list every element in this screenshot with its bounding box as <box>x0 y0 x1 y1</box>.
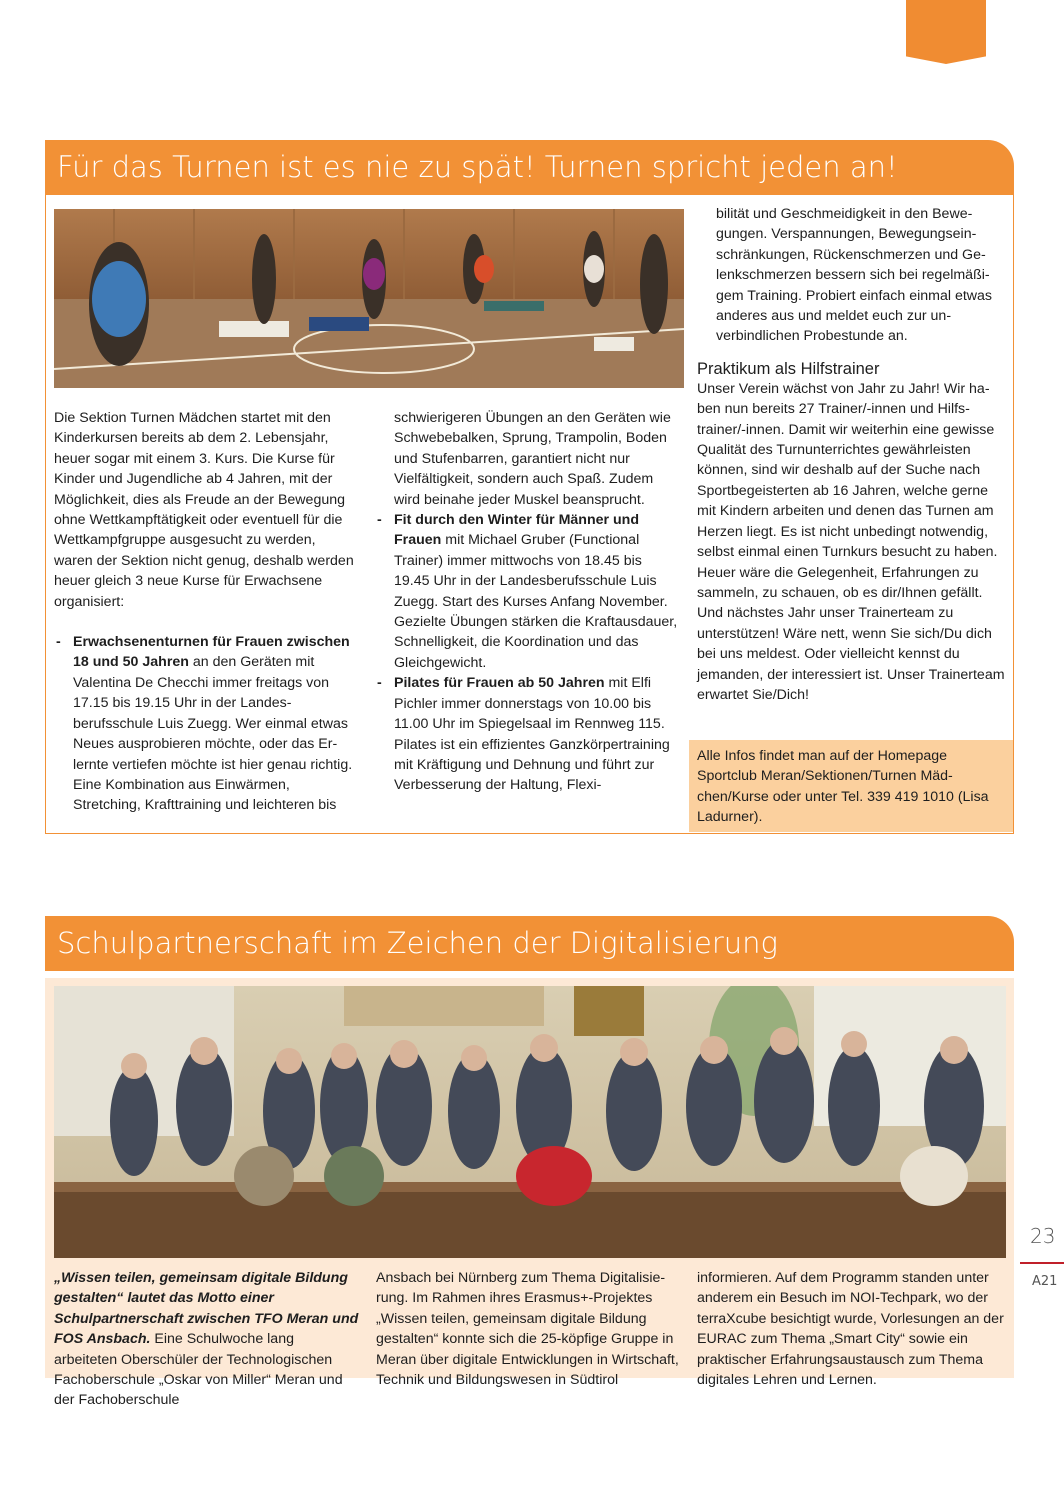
bullet-adult-gymnastics <box>54 632 358 816</box>
article-1-title: Für das Turnen ist es nie zu spät! Turnen spricht jeden an! <box>45 140 1014 195</box>
bullet-heading: Fit durch den Winter für Männer und Frauen <box>394 512 639 549</box>
bullet-winter-fitness <box>375 510 680 673</box>
bullet-text: mit Michael Gruber (Functional Trainer) immer mittwochs von 18.45 bis 19.45 Uhr in der Landesberufsschule Luis Zuegg. Start des Kurses Anfang November. Gezielte Übungen stärken die Kraftausdauer, Schnelligkeit, die Koordination und das Gleichgewicht. <box>394 532 678 671</box>
article-1-column-3 <box>697 204 1005 705</box>
article-2-text-3: informieren. Auf dem Programm standen unter anderem ein Besuch im NOI-Techpark, wo der terraXcube besichtigt wurde, Vorlesungen an der EURAC zum Thema „Smart City“ sowie ein praktischer Erfahrungsaustausch zum Thema digitales Lehren und Lernen. <box>697 1270 1004 1389</box>
article-2-lead-caption: „Wissen teilen, gemeinsam digitale Bildung gestalten“ lautet das Motto einer Schulpartnerschaft zwischen TFO Meran und FOS Ansbach. <box>54 1270 359 1348</box>
bullet-adult-gymnastics-continued: schwierigeren Übungen an den Geräten wie Schwebebalken, Sprung, Trampolin, Boden und Stufenbarren, garantiert nicht nur Vielfältigkeit, sondern auch Spaß. Zudem wird beinahe jeder Muskel beansprucht. <box>394 410 671 508</box>
article-1-intro: Die Sektion Turnen Mädchen startet mit den Kinderkursen bereits ab dem 2. Lebensjahr, heuer sogar mit einem 3. Kurs. Die Kurse für Kinder und Jugendliche ab 4 Jahren, mit der Möglichkeit, dies als Freude an der Bewegung ohne Wettkampftätigkeit oder eventuell für die Wettkampfgruppe ausgesucht zu werden, waren der Sektion nicht genug, deshalb werden heuer gleich 3 neue Kurse für Erwachsene organisiert: <box>54 410 354 610</box>
bullet-text: an den Geräten mit Valentina De Checchi immer freitags von 17.15 bis 19.15 Uhr in der Landesberufsschule Luis Zuegg. Wer einmal etwas Neues ausprobieren möchte, oder das Erlernte vertiefen möchte ist hier genau richtig. Eine Kombination aus Einwärmen, Stretching, Krafttraining und leichteren bis <box>73 654 353 814</box>
page-code: A21 <box>1032 1274 1058 1289</box>
bullet-pilates-continued: bilität und Geschmeidigkeit in den Bewegungen. Verspannungen, Bewegungseinschränkungen, Rückenschmerzen und Gelenkschmerzen bessern sich bei regelmäßigem Training. Probiert einfach einmal etwas anderes aus und meldet euch zur unverbindlichen Probestunde an. <box>716 206 993 345</box>
bullet-heading: Pilates für Frauen ab 50 Jahren <box>394 675 605 692</box>
page-tab-marker <box>906 0 986 64</box>
bullet-pilates <box>375 673 680 795</box>
article-2-title: Schulpartnerschaft im Zeichen der Digitalisierung <box>45 916 1014 971</box>
page-number: 23 <box>1030 1224 1056 1248</box>
article-2-lead <box>54 1268 360 1411</box>
section-subheading: Praktikum als Hilfstrainer <box>697 359 880 378</box>
group-photo <box>54 986 1006 1258</box>
bullet-text: mit Elfi Pichler immer donnerstags von 10.00 bis 11.00 Uhr im Spiegelsaal im Rennweg 115. Pilates ist ein effizientes Ganzkörpertraining mit Kräftigung und Dehnung und führt zur Verbesserung der Haltung, Flexi- <box>394 675 670 794</box>
article-1-column-1 <box>54 408 358 816</box>
article-1-column-2 <box>375 408 680 796</box>
bullet-heading: Erwachsenenturnen für Frauen zwischen 18 und 50 Jahren <box>73 634 350 671</box>
trainer-call-text: Unser Verein wächst von Jahr zu Jahr! Wir haben nun bereits 27 Trainer/-innen und Hilfstrainer/-innen. Damit wir weiterhin eine gewisse Qualität des Turnunterrichtes gewährleisten können, sind wir deshalb auf der Suche nach Sportbegeisterten ab 16 Jahren, welche gerne mit Kindern arbeiten und denen das Turnen am Herzen liegt. Es ist nicht unbedingt notwendig, selbst einmal einen Turnkurs besucht zu haben. Heuer wäre die Gelegenheit, Erfahrungen zu sammeln, zu schauen, ob es dir/Ihnen gefällt. Und nächstes Jahr unser Trainerteam zu unterstützen! Wäre nett, wenn Sie sich/Du dich bei uns meldest. Oder vielleicht kennst du jemanden, der interessiert ist. Unser Trainerteam erwartet Sie/Dich! <box>697 380 1005 703</box>
info-box: Alle Infos findet man auf der Homepage Sportclub Meran/Sektionen/Turnen Mädchen/Kurse oder unter Tel. 339 419 1010 (Lisa Ladurner). <box>689 740 1013 832</box>
article-2-text-2: Ansbach bei Nürnberg zum Thema Digitalisierung. Im Rahmen ihres Erasmus+-Projektes „Wissen teilen, gemeinsam digitale Bildung gestalten“ konnte sich die 25-köpfige Gruppe in Meran über digitale Entwicklungen in Wirtschaft, Technik und Bildungswesen in Südtirol <box>376 1270 679 1389</box>
page-number-rule <box>1020 1262 1064 1264</box>
article-2-lead-text: Eine Schulwoche lang arbeiteten Oberschüler der Technologischen Fachoberschule „Oskar von Miller“ Meran und der Fachoberschule <box>54 1331 343 1409</box>
article-2-column-2 <box>376 1268 684 1390</box>
article-2-column-1 <box>54 1268 360 1411</box>
article-2-column-3 <box>697 1268 1007 1390</box>
gym-class-photo <box>54 209 684 388</box>
